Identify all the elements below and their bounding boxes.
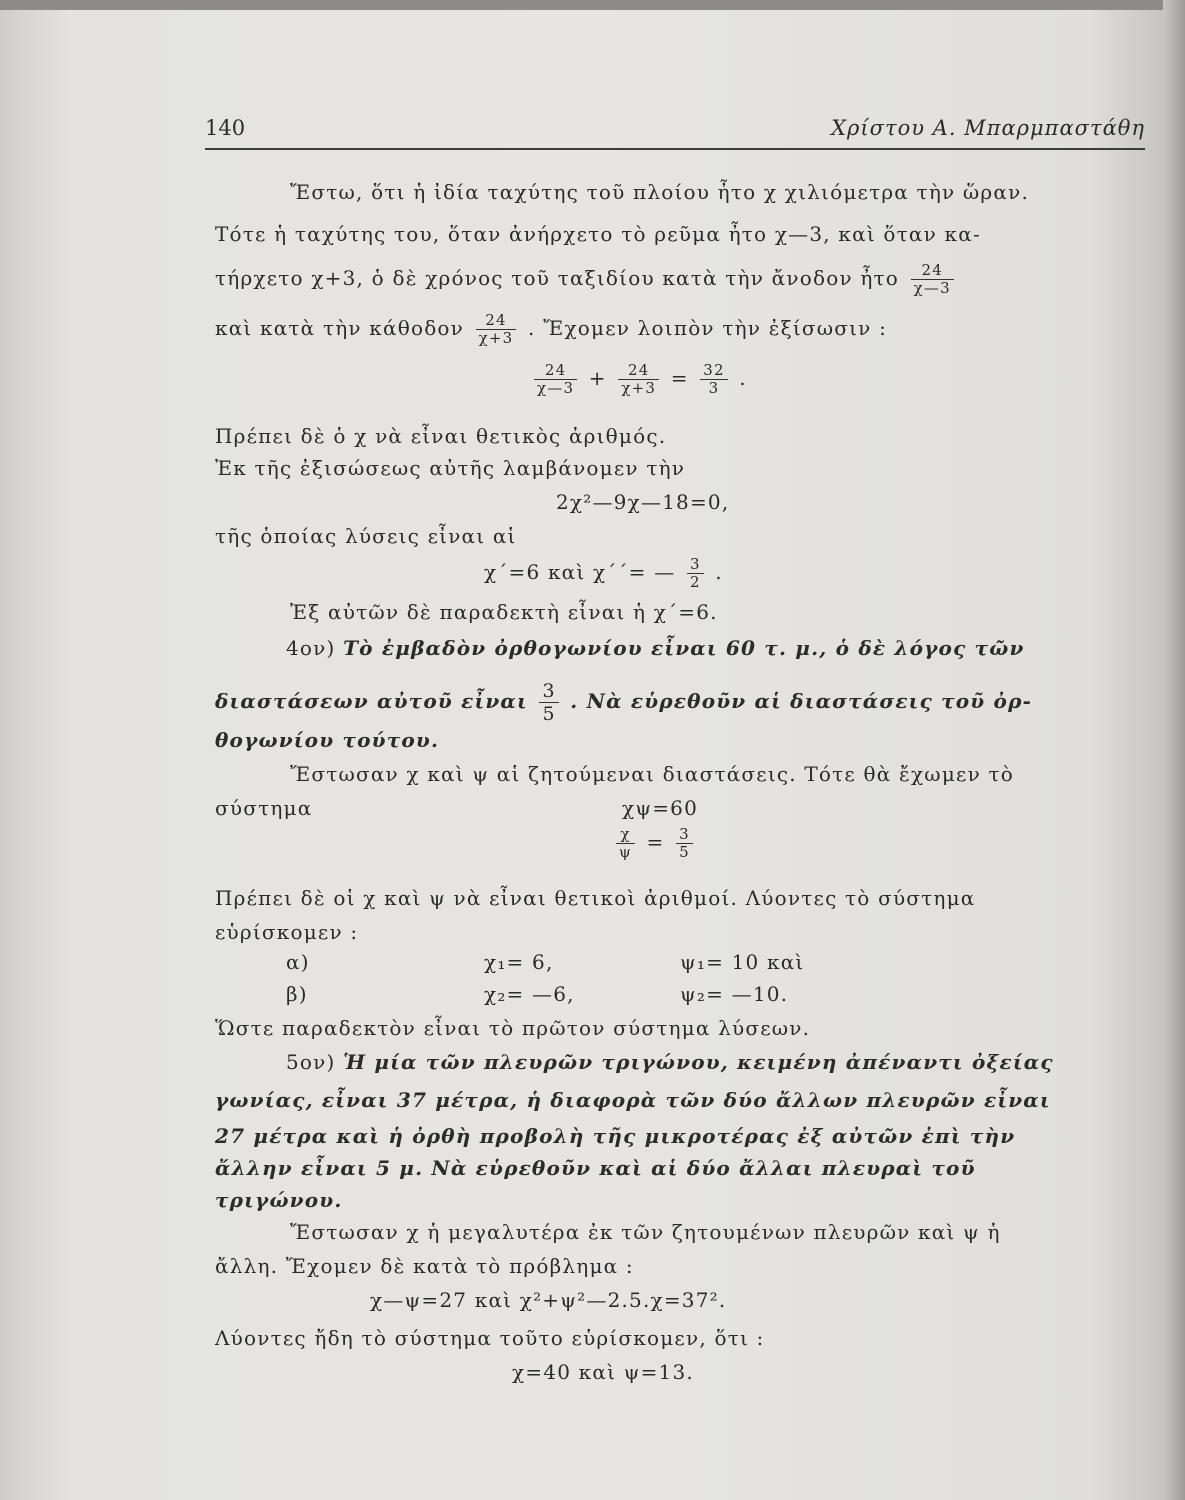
page-number: 140: [205, 116, 246, 140]
text-run: διαστάσεων αὐτοῦ εἶναι: [215, 689, 528, 713]
text-line: Ἔστωσαν χ ἡ μεγαλυτέρα ἐκ τῶν ζητουμένων πλευρῶν καὶ ψ ἡ: [290, 1220, 1001, 1244]
equation: [612, 826, 697, 861]
result-value: ψ₂= —10.: [680, 982, 789, 1006]
problem-number: 4ον): [286, 636, 336, 660]
fraction-denominator: χ—3: [913, 279, 951, 297]
problem-statement-line: [286, 1050, 1054, 1074]
fraction-numerator: χ: [616, 826, 635, 844]
text-line: Πρέπει δὲ ὁ χ νὰ εἶναι θετικὸς ἀριθμός.: [215, 424, 667, 448]
equation: χψ=60: [622, 796, 699, 820]
fraction: [539, 680, 558, 725]
problem-statement-line: [215, 680, 1032, 725]
text-run: Τὸ ἐμβαδὸν ὀρθογωνίου εἶναι 60 τ. μ., ὁ δὲ λόγος τῶν: [343, 636, 1025, 660]
result-value: ψ₁= 10 καὶ: [680, 950, 805, 974]
page-header: [205, 112, 1145, 150]
fraction-denominator: χ+3: [478, 329, 514, 347]
result-value: χ₂= —6,: [484, 982, 575, 1006]
text-line: Ἔστωσαν χ καὶ ψ αἱ ζητούμεναι διαστάσεις. Τότε θὰ ἔχωμεν τὸ: [290, 762, 1014, 786]
fraction-denominator: χ+3: [621, 379, 657, 397]
text-line: [215, 262, 958, 297]
equation: 2χ²—9χ—18=0,: [556, 490, 730, 514]
fraction: [534, 362, 577, 397]
text-line: Ἐξ αὐτῶν δὲ παραδεκτὴ εἶναι ἡ χ΄=6.: [290, 600, 718, 624]
text-run: . Ἔχομεν λοιπὸν τὴν ἐξίσωσιν :: [527, 316, 888, 340]
text-line: Πρέπει δὲ οἱ χ καὶ ψ νὰ εἶναι θετικοὶ ἀριθμοί. Λύοντες τὸ σύστημα: [215, 886, 976, 910]
equation: [484, 556, 723, 591]
scan-top-edge: [0, 0, 1185, 10]
operator: =: [646, 830, 665, 854]
fraction-numerator: 32: [700, 362, 728, 380]
fraction-numerator: 3: [676, 826, 693, 844]
equation: [530, 362, 747, 397]
fraction-numerator: 3: [687, 556, 704, 574]
operator: =: [670, 366, 689, 390]
fraction: [618, 362, 659, 397]
punctuation: .: [739, 366, 747, 390]
fraction-denominator: 2: [689, 573, 701, 591]
text-line: ἄλλη. Ἔχομεν δὲ κατὰ τὸ πρόβλημα :: [215, 1254, 634, 1278]
equation: χ—ψ=27 καὶ χ²+ψ²—2.5.χ=37².: [370, 1288, 727, 1312]
problem-statement-line: [286, 636, 1025, 660]
text-run: τήρχετο χ+3, ὁ δὲ χρόνος τοῦ ταξιδίου κατὰ τὴν ἄνοδον ἦτο: [215, 266, 900, 290]
result-label: α): [286, 950, 310, 974]
fraction: [911, 262, 954, 297]
problem-statement-line: θογωνίου τούτου.: [215, 728, 440, 752]
punctuation: .: [715, 560, 723, 584]
text-run: χ΄=6 καὶ χ΄΄= —: [484, 560, 676, 584]
problem-statement-line: τριγώνου.: [215, 1188, 343, 1212]
fraction-denominator: χ—3: [537, 379, 575, 397]
problem-number: 5ον): [286, 1050, 336, 1074]
fraction-denominator: ψ: [619, 843, 632, 861]
fraction: [476, 312, 517, 347]
fraction: [616, 826, 635, 861]
result-value: χ₁= 6,: [484, 950, 554, 974]
fraction-denominator: 5: [542, 703, 556, 725]
fraction-numerator: 24: [534, 362, 577, 380]
fraction-numerator: 24: [618, 362, 659, 380]
running-title: Χρίστου Α. Μπαρμπαστάθη: [831, 116, 1145, 140]
text-run: καὶ κατὰ τὴν κάθοδον: [215, 316, 465, 340]
page-right-edge: [1163, 0, 1185, 1500]
text-line: Τότε ἡ ταχύτης του, ὅταν ἀνήρχετο τὸ ρεῦμα ἦτο χ—3, καὶ ὅταν κα-: [215, 222, 981, 246]
operator: +: [588, 366, 607, 390]
text-line: εὑρίσκομεν :: [215, 920, 359, 944]
problem-statement-line: γωνίας, εἶναι 37 μέτρα, ἡ διαφορὰ τῶν δύο ἄλλων πλευρῶν εἶναι: [215, 1088, 1051, 1112]
fraction-denominator: 3: [708, 379, 720, 397]
text-line: [215, 312, 887, 347]
equation: χ=40 καὶ ψ=13.: [512, 1360, 694, 1384]
fraction-numerator: 24: [911, 262, 954, 280]
problem-statement-line: ἄλλην εἶναι 5 μ. Νὰ εὑρεθοῦν καὶ αἱ δύο ἄλλαι πλευραὶ τοῦ: [215, 1156, 976, 1180]
text-line: Λύοντες ἤδη τὸ σύστημα τοῦτο εὑρίσκομεν, ὅτι :: [215, 1326, 765, 1350]
fraction: [687, 556, 704, 591]
fraction: [700, 362, 728, 397]
fraction-numerator: 3: [539, 680, 558, 703]
fraction-numerator: 24: [476, 312, 517, 330]
text-line: Ἐκ τῆς ἐξισώσεως αὐτῆς λαμβάνομεν τὴν: [215, 456, 686, 480]
text-line: τῆς ὁποίας λύσεις εἶναι αἱ: [215, 524, 517, 548]
text-line: Ὥστε παραδεκτὸν εἶναι τὸ πρῶτον σύστημα λύσεων.: [215, 1016, 811, 1040]
text-line: σύστημα: [215, 796, 313, 820]
text-run: Ἡ μία τῶν πλευρῶν τριγώνου, κειμένη ἀπέναντι ὀξείας: [343, 1050, 1054, 1074]
fraction: [676, 826, 693, 861]
text-run: . Νὰ εὑρεθοῦν αἱ διαστάσεις τοῦ ὀρ-: [570, 689, 1033, 713]
fraction-denominator: 5: [679, 843, 690, 861]
problem-statement-line: 27 μέτρα καὶ ἡ ὀρθὴ προβολὴ τῆς μικροτέρας ἐξ αὐτῶν ἐπὶ τὴν: [215, 1124, 1016, 1148]
text-line: Ἔστω, ὅτι ἡ ἰδία ταχύτης τοῦ πλοίου ἦτο χ χιλιόμετρα τὴν ὥραν.: [290, 180, 1030, 204]
result-label: β): [286, 982, 308, 1006]
